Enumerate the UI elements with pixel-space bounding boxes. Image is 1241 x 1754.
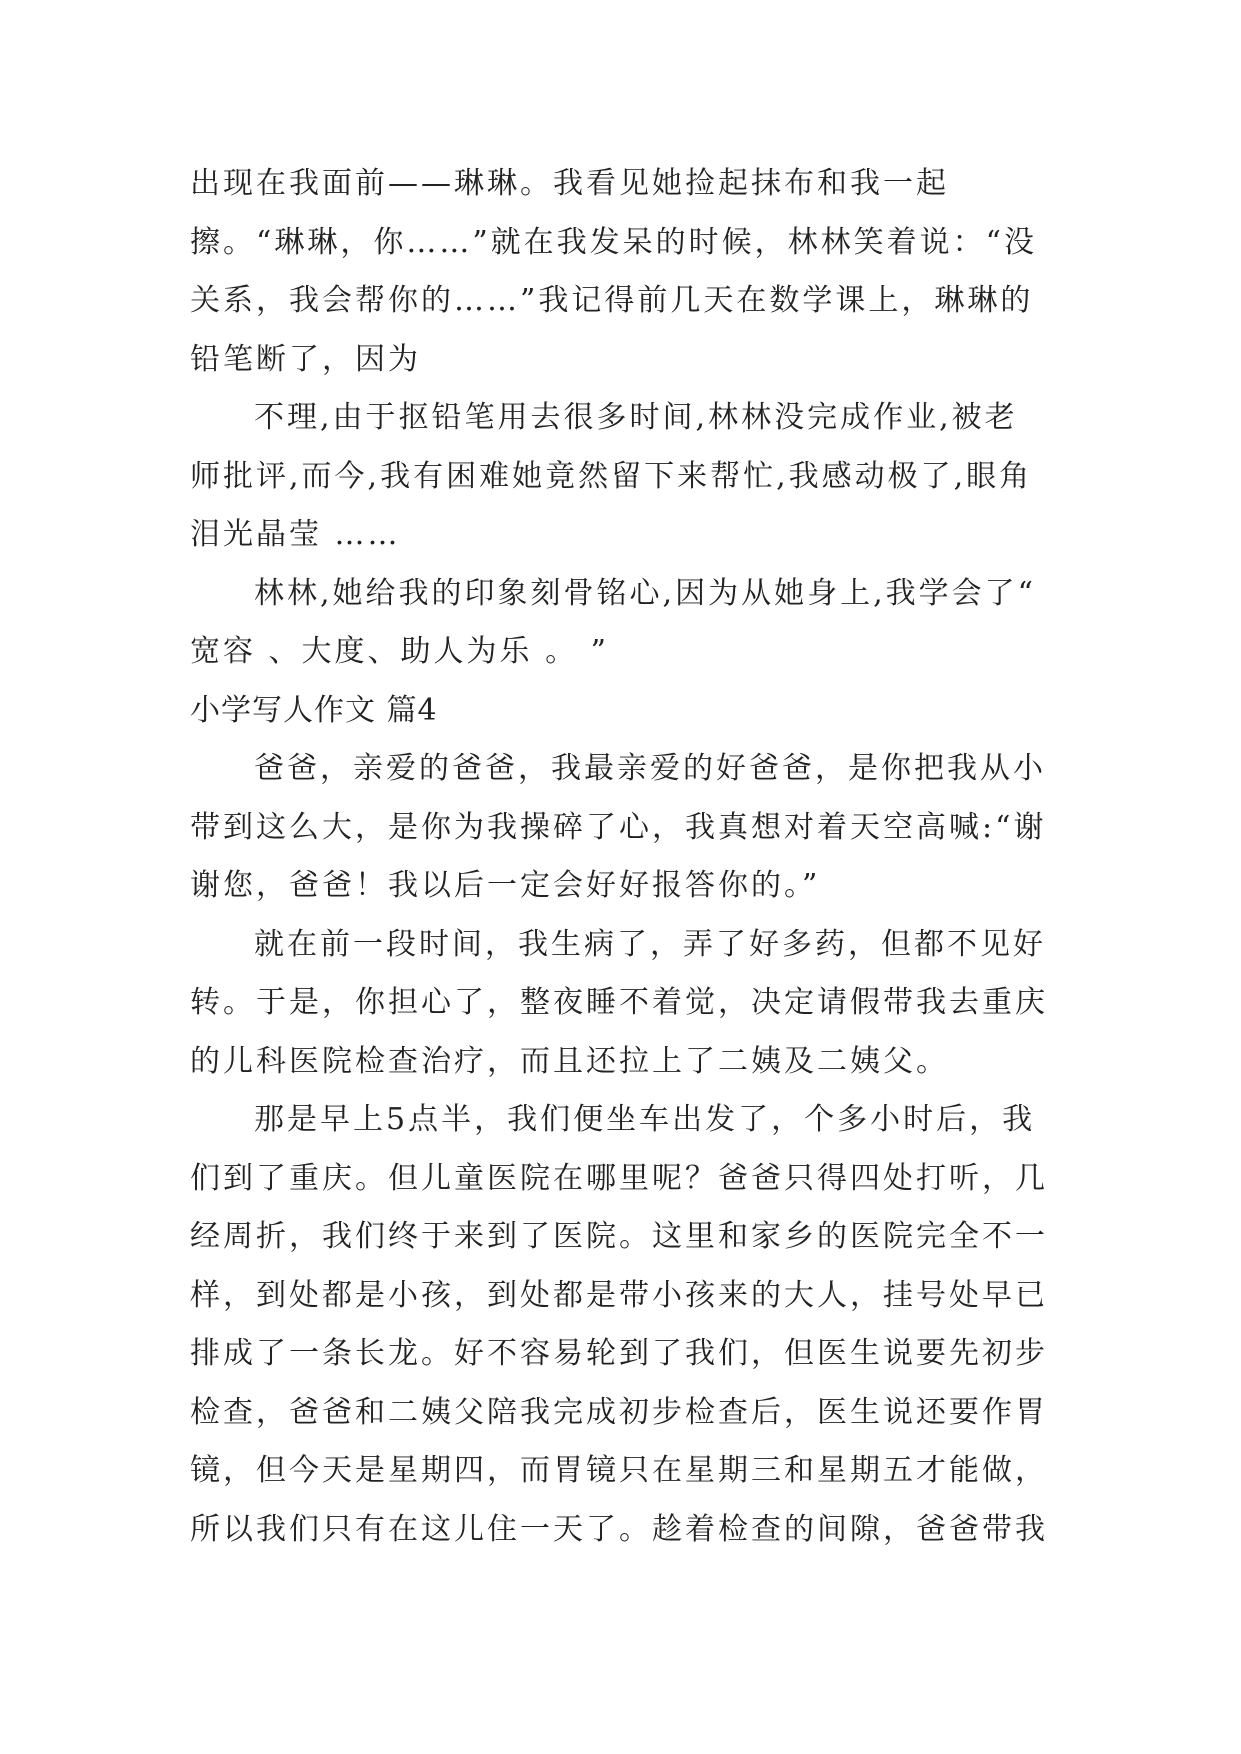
paragraph-4: 爸爸，亲爱的爸爸，我最亲爱的好爸爸，是你把我从小带到这么大，是你为我操碎了心，我真想对着天空高喊:“谢谢您，爸爸！我以后一定会好好报答你的。”	[190, 751, 1047, 903]
paragraph-5: 就在前一段时间，我生病了，弄了好多药，但都不见好转。于是，你担心了，整夜睡不着觉，决定请假带我去重庆的儿科医院检查治疗，而且还拉上了二姨及二姨父。	[190, 926, 1048, 1079]
paragraph-3: 林林,她给我的印象刻骨铭心,因为从她身上,我学会了“ 宽容 、大度、助人为乐 。 ”	[190, 575, 1036, 669]
paragraph-6: 那是早上5点半，我们便坐车出发了，个多小时后，我们到了重庆。但儿童医院在哪里呢？爸爸只得四处打听，几经周折，我们终于来到了医院。这里和家乡的医院完全不一样，到处都是小孩，到处都是带小孩来的大人，挂号处早已排成了一条长龙。好不容易轮到了我们，但医生说要先初步检查，爸爸和二姨父陪我完成初步检查后，医生说还要作胃镜，但今天是星期四，而胃镜只在星期三和星期五才能做，所以我们只有在这儿住一天了。趁着检查的间隙，爸爸带我	[190, 1102, 1048, 1547]
paragraph-1: 出现在我面前——琳琳。我看见她捡起抹布和我一起擦。“琳琳，你……”就在我发呆的时候，林林笑着说：“没关系，我会帮你的……”我记得前几天在数学课上，琳琳的铅笔断了，因为	[190, 166, 1038, 377]
document-body	[190, 155, 1050, 1559]
section-heading: 小学写人作文 篇4	[190, 692, 438, 728]
paragraph-2: 不理,由于抠铅笔用去很多时间,林林没完成作业,被老师批评,而今,我有困难她竟然留下来帮忙,我感动极了,眼角泪光晶莹 ……	[190, 400, 1033, 552]
